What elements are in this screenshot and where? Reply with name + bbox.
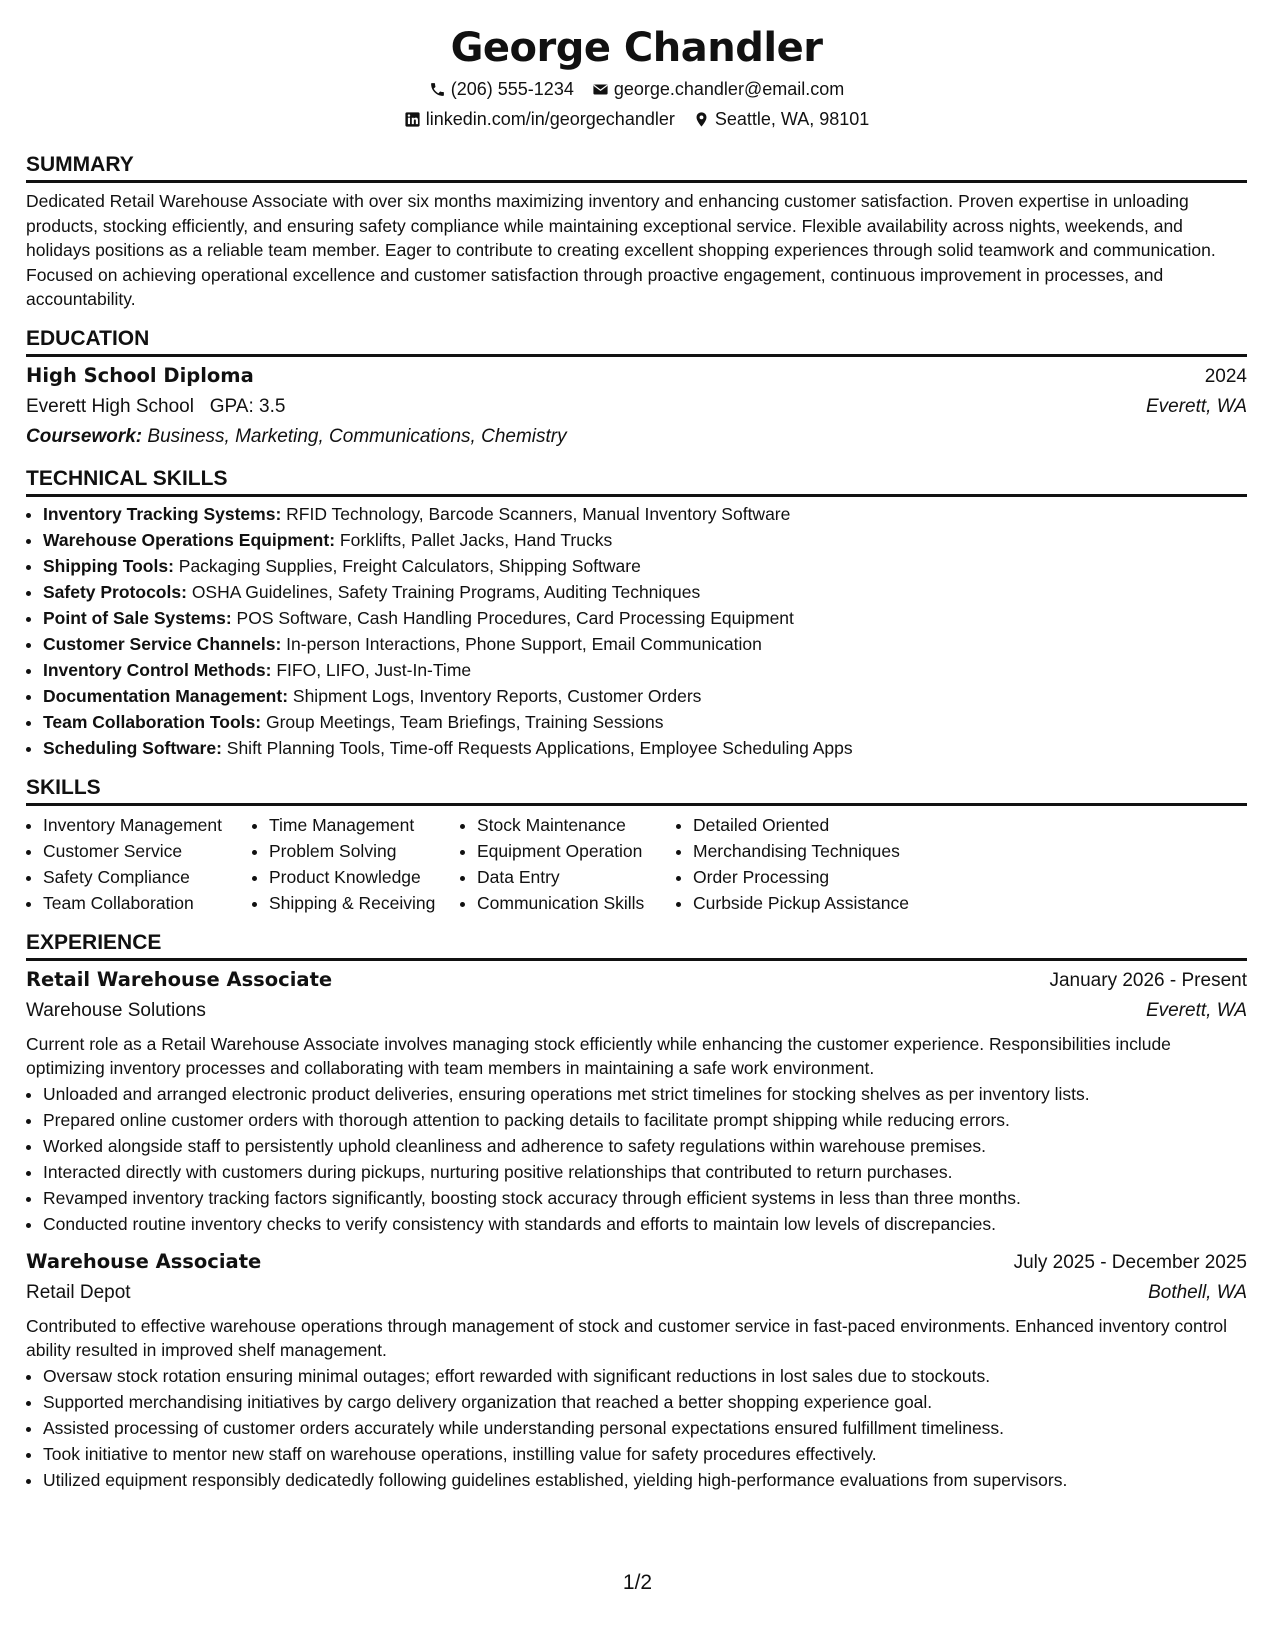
section-title: SUMMARY [26,152,1247,183]
section-title: TECHNICAL SKILLS [26,466,1247,497]
technical-skill-item [43,683,1247,709]
job-title: Retail Warehouse Associate [26,967,333,991]
technical-skills-section [26,466,1247,761]
phone-contact [429,74,574,104]
coursework-label: Coursework: [26,425,143,447]
section-title: EXPERIENCE [26,930,1247,961]
technical-skill-item [43,605,1247,631]
technical-skill-value: OSHA Guidelines, Safety Training Programs, Auditing Techniques [191,581,701,602]
email-contact[interactable] [592,74,844,104]
job-header [26,1247,1247,1278]
job-bullet: • Oversaw stock rotation ensuring minimal outages; effort rewarded with significant reductions in lost sales due to stockouts. [43,1363,1247,1389]
skill-item: • Detailed Oriented [693,812,916,838]
skill-item: • Equipment Operation [477,838,676,864]
skills-column [676,812,916,916]
technical-skill-item [43,709,1247,735]
technical-skill-value: In-person Interactions, Phone Support, Email Communication [286,633,762,654]
job-description: Contributed to effective warehouse operations through management of stock and customer service in fast-paced environments. Enhanced inventory control ability resulted in improved shelf management. [26,1315,1228,1360]
experience-section [26,930,1247,1493]
job-entry [26,1247,1247,1493]
job-bullet: • Supported merchandising initiatives by cargo delivery organization that reached a better shopping experience goal. [43,1389,1247,1415]
company-name: Retail Depot [26,1281,131,1303]
job-bullet: • Conducted routine inventory checks to verify consistency with standards and efforts to maintain low levels of discrepancies. [43,1211,1247,1237]
phone-text: (206) 555-1234 [450,79,574,99]
job-bullet: • Assisted processing of customer orders accurately while understanding personal expectations ensured fulfillment timeliness. [43,1415,1247,1441]
skill-item: • Product Knowledge [269,864,460,890]
skills-grid [26,812,1247,916]
skill-item: • Curbside Pickup Assistance [693,890,916,916]
technical-skill-label: Scheduling Software: [43,737,222,758]
contact-row-2 [26,104,1247,134]
technical-skill-label: Point of Sale Systems: [43,607,232,628]
phone-icon [429,81,446,98]
technical-skill-label: Inventory Tracking Systems: [43,503,282,524]
technical-skill-item [43,579,1247,605]
graduation-year: 2024 [1204,365,1247,387]
jobs-list [26,965,1247,1493]
technical-skill-value: Packaging Supplies, Freight Calculators, Shipping Software [178,555,641,576]
skill-item: • Merchandising Techniques [693,838,916,864]
skill-item: • Customer Service [43,838,252,864]
technical-skill-label: Warehouse Operations Equipment: [43,529,336,550]
technical-skill-item [43,735,1247,761]
skill-item: • Data Entry [477,864,676,890]
technical-skill-value: Shipment Logs, Inventory Reports, Customer Orders [292,685,702,706]
job-bullet: • Prepared online customer orders with thorough attention to packing details to facilitate prompt shipping while reducing errors. [43,1107,1247,1133]
technical-skill-value: Shift Planning Tools, Time-off Requests Applications, Employee Scheduling Apps [226,737,853,758]
skill-item: • Team Collaboration [43,890,252,916]
job-dates: January 2026 - Present [1049,969,1247,991]
school-location: Everett, WA [1145,395,1247,417]
technical-skill-label: Documentation Management: [43,685,289,706]
skill-item: • Safety Compliance [43,864,252,890]
job-bullet: • Interacted directly with customers during pickups, nurturing positive relationships that contributed to return purchases. [43,1159,1247,1185]
technical-skill-value: POS Software, Cash Handling Procedures, Card Processing Equipment [236,607,794,628]
candidate-name: George Chandler [450,25,823,71]
technical-skill-value: FIFO, LIFO, Just-In-Time [276,659,472,680]
skills-column [252,812,460,916]
skills-column [26,812,252,916]
location-contact [693,104,869,134]
job-location: Everett, WA [1145,999,1247,1021]
job-bullet: • Revamped inventory tracking factors significantly, boosting stock accuracy through efficient systems in less than three months. [43,1185,1247,1211]
education-row-1 [26,361,1247,392]
job-title: Warehouse Associate [26,1249,262,1273]
job-bullet: • Unloaded and arranged electronic product deliveries, ensuring operations met strict timelines for stocking shelves as per inventory lists. [43,1081,1247,1107]
summary-text: Dedicated Retail Warehouse Associate with over six months maximizing inventory and enhancing customer satisfaction. Proven expertise in unloading products, stocking efficiently, and ensuring safety compliance while maintaining exceptional service. Flexible availability across nights, weekends, and holidays positions as a reliable team member. Eager to contribute to creating excellent shopping experiences through solid teamwork and communication. Focused on achieving operational excellence and customer satisfaction through proactive engagement, continuous improvement in processes, and accountability. [26,191,1216,309]
skill-item: • Order Processing [693,864,916,890]
section-title: SKILLS [26,775,1247,806]
envelope-icon [592,81,609,98]
technical-skill-label: Safety Protocols: [43,581,187,602]
map-pin-icon [693,111,710,128]
skill-item: • Problem Solving [269,838,460,864]
job-bullets [26,1363,1247,1493]
coursework-list: Business, Marketing, Communications, Chemistry [147,425,567,447]
linkedin-contact[interactable] [404,104,675,134]
linkedin-text[interactable]: linkedin.com/in/georgechandler [425,109,675,129]
job-subheader [26,996,1247,1026]
job-bullet: • Took initiative to mentor new staff on warehouse operations, instilling value for safety procedures effectively. [43,1441,1247,1467]
section-title: EDUCATION [26,326,1247,357]
technical-skill-label: Shipping Tools: [43,555,174,576]
location-text: Seattle, WA, 98101 [714,109,870,129]
technical-skill-value: Forklifts, Pallet Jacks, Hand Trucks [339,529,613,550]
job-bullets [26,1081,1247,1237]
job-bullet: • Utilized equipment responsibly dedicatedly following guidelines established, yielding high-performance evaluations from supervisors. [43,1467,1247,1493]
technical-skill-label: Team Collaboration Tools: [43,711,262,732]
technical-skill-item [43,553,1247,579]
job-bullet: • Worked alongside staff to persistently uphold cleanliness and adherence to safety regulations within warehouse premises. [43,1133,1247,1159]
job-header [26,965,1247,996]
job-location: Bothell, WA [1148,1281,1247,1303]
contact-row-1 [26,74,1247,104]
skill-item: • Communication Skills [477,890,676,916]
skills-section [26,775,1247,916]
technical-skill-value: Group Meetings, Team Briefings, Training Sessions [265,711,664,732]
skills-column [460,812,676,916]
job-dates: July 2025 - December 2025 [1013,1251,1247,1273]
technical-skills-list [26,501,1247,761]
degree: High School Diploma [26,363,254,387]
technical-skill-item [43,527,1247,553]
page-number: 1/2 [622,1571,653,1594]
summary-section [26,152,1247,312]
job-subheader [26,1278,1247,1308]
email-text[interactable]: george.chandler@email.com [613,79,845,99]
technical-skill-label: Inventory Control Methods: [43,659,272,680]
skill-item: • Time Management [269,812,460,838]
education-section [26,326,1247,452]
company-name: Warehouse Solutions [26,999,206,1021]
education-row-2 [26,392,1247,422]
job-description: Current role as a Retail Warehouse Associate involves managing stock efficiently while enhancing the customer experience. Responsibilities include optimizing inventory processes and collaborating with team members in maintaining a safe work environment. [26,1033,1171,1078]
skill-item: • Inventory Management [43,812,252,838]
coursework [26,422,1247,452]
school-gpa [26,392,285,422]
linkedin-icon [404,111,421,128]
technical-skill-item [43,501,1247,527]
technical-skill-value: RFID Technology, Barcode Scanners, Manual Inventory Software [286,503,791,524]
job-entry [26,965,1247,1237]
technical-skill-item [43,657,1247,683]
school-name: Everett High School [26,395,194,417]
gpa: GPA: 3.5 [209,395,286,417]
skill-item: • Stock Maintenance [477,812,676,838]
skill-item: • Shipping & Receiving [269,890,460,916]
technical-skill-label: Customer Service Channels: [43,633,282,654]
technical-skill-item [43,631,1247,657]
